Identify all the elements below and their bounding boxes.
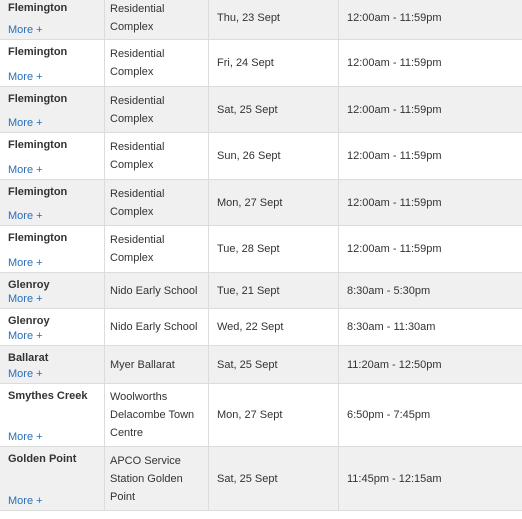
more-link[interactable]: More + [8, 71, 43, 83]
suburb-name: Ballarat [8, 352, 49, 364]
exposure-time: 8:30am - 5:30pm [347, 284, 431, 297]
exposure-time: 6:50pm - 7:45pm [347, 409, 431, 421]
time-cell [339, 87, 522, 132]
date-cell [209, 40, 339, 86]
more-link[interactable]: More + [8, 368, 43, 380]
exposure-time: 12:00am - 11:59pm [347, 11, 442, 24]
site-name: APCO Service Station Golden Point [110, 454, 183, 503]
suburb-cell [0, 133, 105, 179]
more-link[interactable]: More + [8, 257, 43, 269]
date-cell [209, 346, 339, 383]
site-name: Woolworths Delacombe Town Centre [110, 391, 195, 439]
suburb-cell [0, 180, 105, 225]
table-row [0, 447, 522, 511]
suburb-name: Flemington [8, 139, 68, 151]
site-name: Residential Complex [110, 2, 165, 33]
suburb-name: Golden Point [8, 453, 77, 465]
site-name: Residential Complex [110, 141, 165, 171]
exposure-time: 12:00am - 11:59pm [347, 103, 442, 116]
suburb-name: Flemington [8, 186, 68, 198]
time-cell [339, 226, 522, 272]
more-link[interactable]: More + [8, 293, 43, 305]
exposure-time: 11:20am - 12:50pm [347, 358, 442, 371]
time-cell [339, 273, 522, 308]
site-cell [105, 447, 209, 510]
more-link[interactable]: More + [8, 431, 43, 443]
exposure-time: 8:30am - 11:30am [347, 321, 436, 333]
date-cell [209, 226, 339, 272]
suburb-cell [0, 226, 105, 272]
date-cell [209, 273, 339, 308]
suburb-name: Flemington [8, 2, 68, 14]
more-link[interactable]: More + [8, 117, 43, 129]
more-link[interactable]: More + [8, 330, 43, 342]
site-cell [105, 346, 209, 383]
more-link[interactable]: More + [8, 210, 43, 222]
table-row [0, 309, 522, 346]
suburb-cell [0, 87, 105, 132]
table-row [0, 40, 522, 87]
exposure-date: Fri, 24 Sept [217, 57, 274, 69]
exposure-date: Mon, 27 Sept [217, 196, 283, 209]
site-cell [105, 384, 209, 446]
suburb-cell [0, 40, 105, 86]
date-cell [209, 180, 339, 225]
suburb-name: Flemington [8, 93, 68, 105]
suburb-name: Flemington [8, 232, 68, 244]
exposure-time: 11:45pm - 12:15am [347, 472, 442, 485]
site-cell [105, 133, 209, 179]
time-cell [339, 346, 522, 383]
table-row [0, 0, 522, 40]
time-cell [339, 133, 522, 179]
site-name: Residential Complex [110, 187, 165, 218]
suburb-cell [0, 384, 105, 446]
time-cell [339, 447, 522, 510]
exposure-time: 12:00am - 11:59pm [347, 196, 442, 209]
exposure-date: Wed, 22 Sept [217, 321, 284, 333]
more-link[interactable]: More + [8, 24, 43, 36]
date-cell [209, 0, 339, 39]
site-name: Residential Complex [110, 234, 165, 264]
site-cell [105, 309, 209, 345]
exposure-time: 12:00am - 11:59pm [347, 57, 442, 69]
table-row [0, 273, 522, 309]
site-cell [105, 87, 209, 132]
date-cell [209, 133, 339, 179]
time-cell [339, 0, 522, 39]
site-name: Residential Complex [110, 48, 165, 78]
table-row [0, 226, 522, 273]
date-cell [209, 447, 339, 510]
suburb-cell [0, 346, 105, 383]
site-cell [105, 226, 209, 272]
site-cell [105, 273, 209, 308]
suburb-name: Flemington [8, 46, 68, 58]
site-name: Nido Early School [110, 321, 198, 333]
suburb-cell [0, 273, 105, 308]
suburb-name: Glenroy [8, 279, 50, 291]
exposure-date: Tue, 21 Sept [217, 284, 280, 297]
site-name: Myer Ballarat [110, 358, 175, 371]
site-cell [105, 0, 209, 39]
exposure-date: Sat, 25 Sept [217, 472, 278, 485]
more-link[interactable]: More + [8, 164, 43, 176]
exposure-time: 12:00am - 11:59pm [347, 150, 442, 162]
suburb-cell [0, 447, 105, 510]
table-row [0, 87, 522, 133]
more-link[interactable]: More + [8, 495, 43, 507]
site-name: Residential Complex [110, 94, 165, 125]
table-row [0, 384, 522, 447]
suburb-cell [0, 309, 105, 345]
date-cell [209, 384, 339, 446]
time-cell [339, 180, 522, 225]
date-cell [209, 309, 339, 345]
exposure-date: Sat, 25 Sept [217, 358, 278, 371]
exposure-date: Sun, 26 Sept [217, 150, 281, 162]
exposure-time: 12:00am - 11:59pm [347, 243, 442, 255]
exposure-date: Thu, 23 Sept [217, 11, 280, 24]
date-cell [209, 87, 339, 132]
table-row [0, 133, 522, 180]
suburb-name: Smythes Creek [8, 390, 88, 402]
site-cell [105, 40, 209, 86]
site-name: Nido Early School [110, 284, 198, 297]
suburb-cell [0, 0, 105, 39]
suburb-name: Glenroy [8, 315, 50, 327]
site-cell [105, 180, 209, 225]
table-row [0, 346, 522, 384]
exposure-date: Tue, 28 Sept [217, 243, 280, 255]
time-cell [339, 309, 522, 345]
table-row [0, 180, 522, 226]
time-cell [339, 40, 522, 86]
exposure-date: Mon, 27 Sept [217, 409, 283, 421]
time-cell [339, 384, 522, 446]
exposure-date: Sat, 25 Sept [217, 103, 278, 116]
